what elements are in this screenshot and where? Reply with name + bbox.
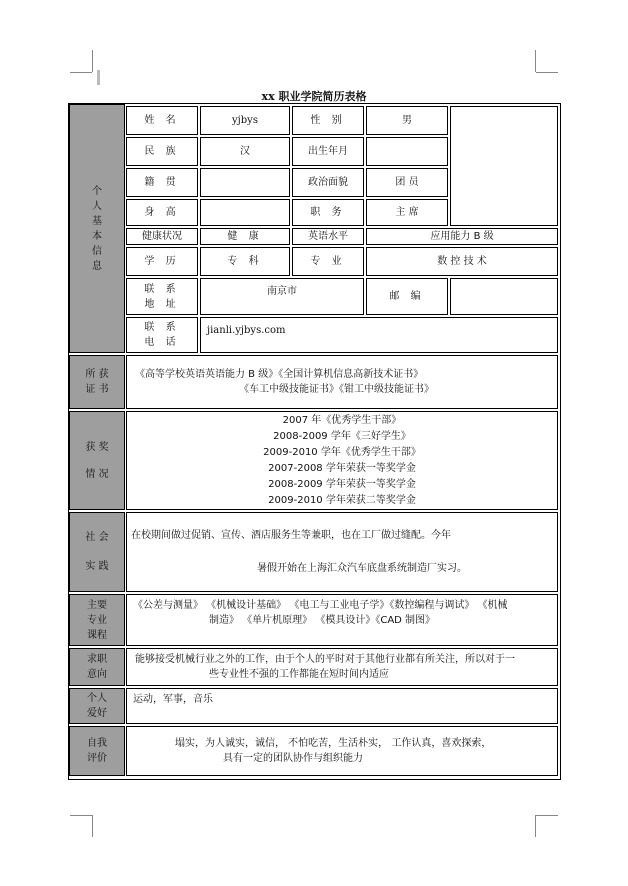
intention-line: 能够接受机械行业之外的工作，由于个人的平时对于其他行业都有所关注，所以对于一: [135, 654, 515, 665]
postcode-label: 邮 编: [366, 278, 448, 315]
intention-label-line: 意向: [87, 669, 107, 680]
evaluation-line: 具有一定的团队协作与组织能力: [223, 753, 363, 764]
name-label: 姓 名: [126, 106, 198, 135]
course-line: 《公差与测量》 《机械设计基础》 《电工与工业电子学》《数控编程与调试》 《机械: [133, 600, 508, 611]
courses-label: [69, 594, 125, 646]
courses-content: [126, 594, 558, 646]
height-value: [200, 199, 290, 226]
evaluation-label: [69, 726, 125, 776]
gender-label: 性 别: [292, 106, 364, 135]
evaluation-label-line: 自我: [87, 738, 107, 749]
intention-line: 些专业性不强的工作都能在短时间内适应: [209, 669, 389, 680]
crop-mark-bottom-left: [70, 815, 92, 816]
certificates-content: [126, 355, 558, 409]
certificates-label-line: 证 书: [85, 384, 109, 395]
education-value: 专 科: [200, 247, 290, 276]
text-cursor: [97, 70, 100, 85]
height-label: 身 高: [126, 199, 198, 226]
ethnicity-label: 民 族: [126, 137, 198, 166]
crop-mark-bottom-right: [536, 815, 558, 816]
practice-label: [69, 512, 125, 592]
birth-label: 出生年月: [292, 137, 364, 166]
intention-label: [69, 648, 125, 686]
name-value: yjbys: [200, 106, 290, 135]
native-value: [200, 168, 290, 197]
education-label: 学 历: [126, 247, 198, 276]
crop-mark-top-right: [535, 50, 536, 72]
phone-label-line: 联 系: [144, 322, 180, 333]
certificates-label-line: 所 获: [85, 369, 109, 380]
phone-label-line: 电 话: [144, 337, 180, 348]
evaluation-content: [126, 726, 558, 776]
course-line: 制造》 《单片机原理》 《模具设计》《CAD 制图》: [209, 615, 436, 626]
photo-box: [450, 106, 558, 226]
awards-label-line: 情 况: [85, 468, 109, 480]
hobbies-label: [69, 688, 125, 724]
award-line: 2007-2008 学年荣获一等奖学金: [268, 462, 416, 474]
major-label: 专 业: [292, 247, 364, 276]
certificate-line: 《高等学校英语英语能力 B 级》《全国计算机信息高新技术证书》: [135, 369, 424, 380]
address-label: [126, 278, 198, 315]
crop-mark-bottom-left: [92, 815, 93, 837]
position-label: 职 务: [292, 199, 364, 226]
label-char: 本: [92, 230, 102, 242]
gender-value: 男: [366, 106, 448, 135]
english-label: 英语水平: [292, 228, 364, 245]
political-label: 政治面貌: [292, 168, 364, 197]
practice-label-line: 实 践: [85, 561, 109, 572]
awards-content: [126, 411, 558, 510]
major-value: 数 控 技 术: [366, 247, 558, 276]
postcode-value: [450, 278, 558, 315]
birth-value: [366, 137, 448, 166]
health-label: 健康状况: [126, 228, 198, 245]
position-value: 主 席: [366, 199, 448, 226]
ethnicity-value: 汉: [200, 137, 290, 166]
label-char: 信: [92, 245, 102, 257]
hobbies-content: 运动，军事，音乐: [126, 688, 558, 724]
intention-label-line: 求职: [87, 654, 107, 665]
evaluation-label-line: 评价: [87, 753, 107, 764]
award-line: 2009-2010 学年《优秀学生干部》: [263, 446, 421, 458]
crop-mark-top-left: [70, 72, 92, 73]
courses-label-line: 主要: [87, 599, 107, 611]
certificates-label: [69, 355, 125, 409]
practice-line: 在校期间做过促销、宣传、酒店服务生等兼职，也在工厂做过缝配。今年: [131, 530, 451, 541]
hobbies-label-line: 爱好: [87, 708, 107, 719]
english-value: 应用能力 B 级: [366, 228, 558, 245]
award-line: 2009-2010 学年荣获二等奖学金: [268, 494, 416, 506]
label-char: 息: [92, 260, 102, 272]
address-value: 南京市: [200, 278, 364, 315]
award-line: 2007 年《优秀学生干部》: [282, 414, 402, 426]
address-label-line: 联 系: [144, 283, 180, 295]
resume-table: [68, 103, 561, 780]
award-line: 2008-2009 学年荣获一等奖学金: [268, 478, 416, 490]
awards-label: [69, 411, 125, 510]
crop-mark-top-right: [536, 72, 558, 73]
intention-content: [126, 648, 558, 686]
phone-value: jianli.yjbys.com: [200, 317, 558, 353]
address-label-line: 地 址: [144, 298, 180, 310]
label-char: 个: [92, 185, 102, 197]
evaluation-line: 塌实，为人诚实，诚信， 不怕吃苦，生活朴实， 工作认真，喜欢探索，: [175, 738, 492, 749]
native-label: 籍 贯: [126, 168, 198, 197]
practice-content: [126, 512, 558, 592]
health-value: 健 康: [200, 228, 290, 245]
award-line: 2008-2009 学年《三好学生》: [273, 430, 411, 442]
document-title: xx 职业学院简历表格: [261, 90, 367, 103]
awards-label-line: 获 奖: [85, 441, 109, 453]
courses-label-line: 专业: [87, 614, 107, 626]
crop-mark-bottom-right: [535, 815, 536, 837]
political-value: 团 员: [366, 168, 448, 197]
certificate-line: 《车工中级技能证书》《钳工中级技能证书》: [239, 384, 434, 395]
section-personal-label: [69, 104, 125, 353]
practice-line: 暑假开始在上海汇众汽车底盘系统制造厂实习。: [257, 563, 467, 574]
practice-label-line: 社 会: [85, 532, 109, 543]
hobbies-label-line: 个人: [87, 693, 107, 704]
courses-label-line: 课程: [87, 629, 107, 641]
label-char: 基: [92, 215, 102, 227]
crop-mark-top-left: [92, 50, 93, 72]
phone-label: [126, 317, 198, 353]
label-char: 人: [92, 200, 102, 212]
